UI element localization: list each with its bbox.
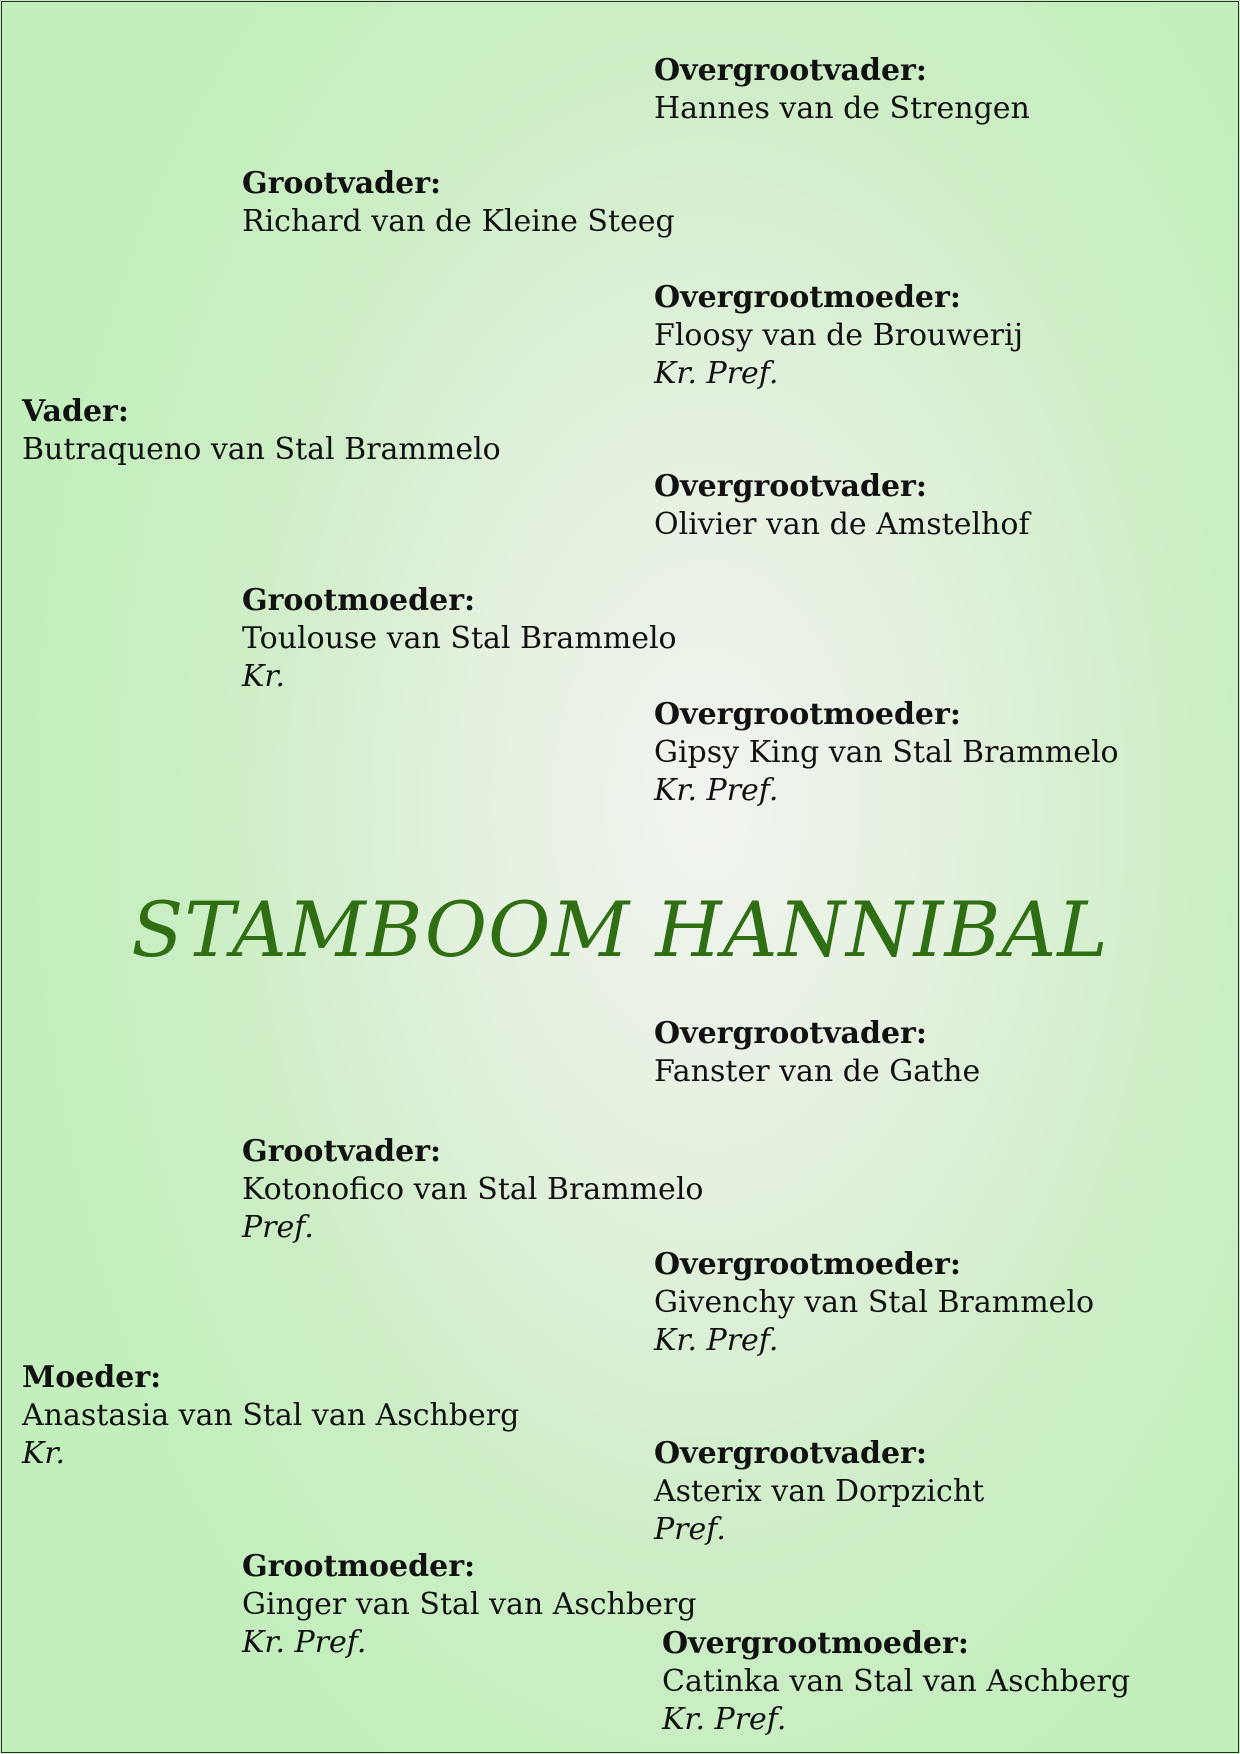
sire-grootmoeder [242, 582, 677, 696]
horse-name: Floosy van de Brouwerij [654, 318, 1024, 353]
vader [22, 393, 501, 469]
page-border [1, 1, 1239, 1753]
predicate: Pref. [654, 1512, 726, 1547]
dam-overgrootmoeder-2 [662, 1625, 1130, 1739]
predicate: Pref. [242, 1210, 314, 1245]
dam-grootvader [242, 1133, 703, 1247]
role-label: Grootvader: [242, 166, 442, 201]
dam-grootmoeder [242, 1548, 696, 1662]
predicate: Kr. Pref. [654, 773, 779, 808]
dam-overgrootmoeder-1 [654, 1246, 1094, 1360]
role-label: Overgrootmoeder: [662, 1626, 969, 1661]
role-label: Vader: [22, 394, 129, 429]
predicate: Kr. Pref. [654, 356, 779, 391]
role-label: Grootvader: [242, 1134, 442, 1169]
predicate: Kr. Pref. [654, 1323, 779, 1358]
sire-overgrootmoeder-1 [654, 279, 1023, 393]
predicate: Kr. [242, 659, 285, 694]
role-label: Grootmoeder: [242, 1549, 476, 1584]
dam-overgrootvader-2 [654, 1435, 984, 1549]
page-title: STAMBOOM HANNIBAL [131, 885, 1109, 974]
sire-overgrootmoeder-2 [654, 696, 1119, 810]
horse-name: Richard van de Kleine Steeg [242, 204, 675, 239]
sire-overgrootvader-1 [654, 52, 1030, 128]
dam-overgrootvader-1 [654, 1015, 980, 1091]
role-label: Overgrootvader: [654, 1436, 927, 1471]
sire-overgrootvader-2 [654, 468, 1030, 544]
predicate: Kr. Pref. [242, 1625, 367, 1660]
horse-name: Toulouse van Stal Brammelo [242, 621, 677, 656]
role-label: Overgrootvader: [654, 469, 927, 504]
horse-name: Catinka van Stal van Aschberg [662, 1664, 1131, 1699]
predicate: Kr. [22, 1436, 65, 1471]
role-label: Overgrootmoeder: [654, 280, 961, 315]
horse-name: Butraqueno van Stal Brammelo [22, 432, 501, 467]
moeder [22, 1359, 519, 1473]
sire-grootvader [242, 165, 675, 241]
role-label: Grootmoeder: [242, 583, 476, 618]
horse-name: Anastasia van Stal van Aschberg [22, 1398, 520, 1433]
horse-name: Hannes van de Strengen [654, 91, 1030, 126]
horse-name: Kotonofico van Stal Brammelo [242, 1172, 704, 1207]
horse-name: Givenchy van Stal Brammelo [654, 1285, 1095, 1320]
horse-name: Fanster van de Gathe [654, 1054, 981, 1089]
role-label: Overgrootvader: [654, 53, 927, 88]
horse-name: Olivier van de Amstelhof [654, 507, 1030, 542]
horse-name: Gipsy King van Stal Brammelo [654, 735, 1119, 770]
role-label: Overgrootmoeder: [654, 697, 961, 732]
predicate: Kr. Pref. [662, 1702, 787, 1737]
horse-name: Ginger van Stal van Aschberg [242, 1587, 697, 1622]
role-label: Moeder: [22, 1360, 162, 1395]
role-label: Overgrootvader: [654, 1016, 927, 1051]
horse-name: Asterix van Dorpzicht [654, 1474, 985, 1509]
role-label: Overgrootmoeder: [654, 1247, 961, 1282]
